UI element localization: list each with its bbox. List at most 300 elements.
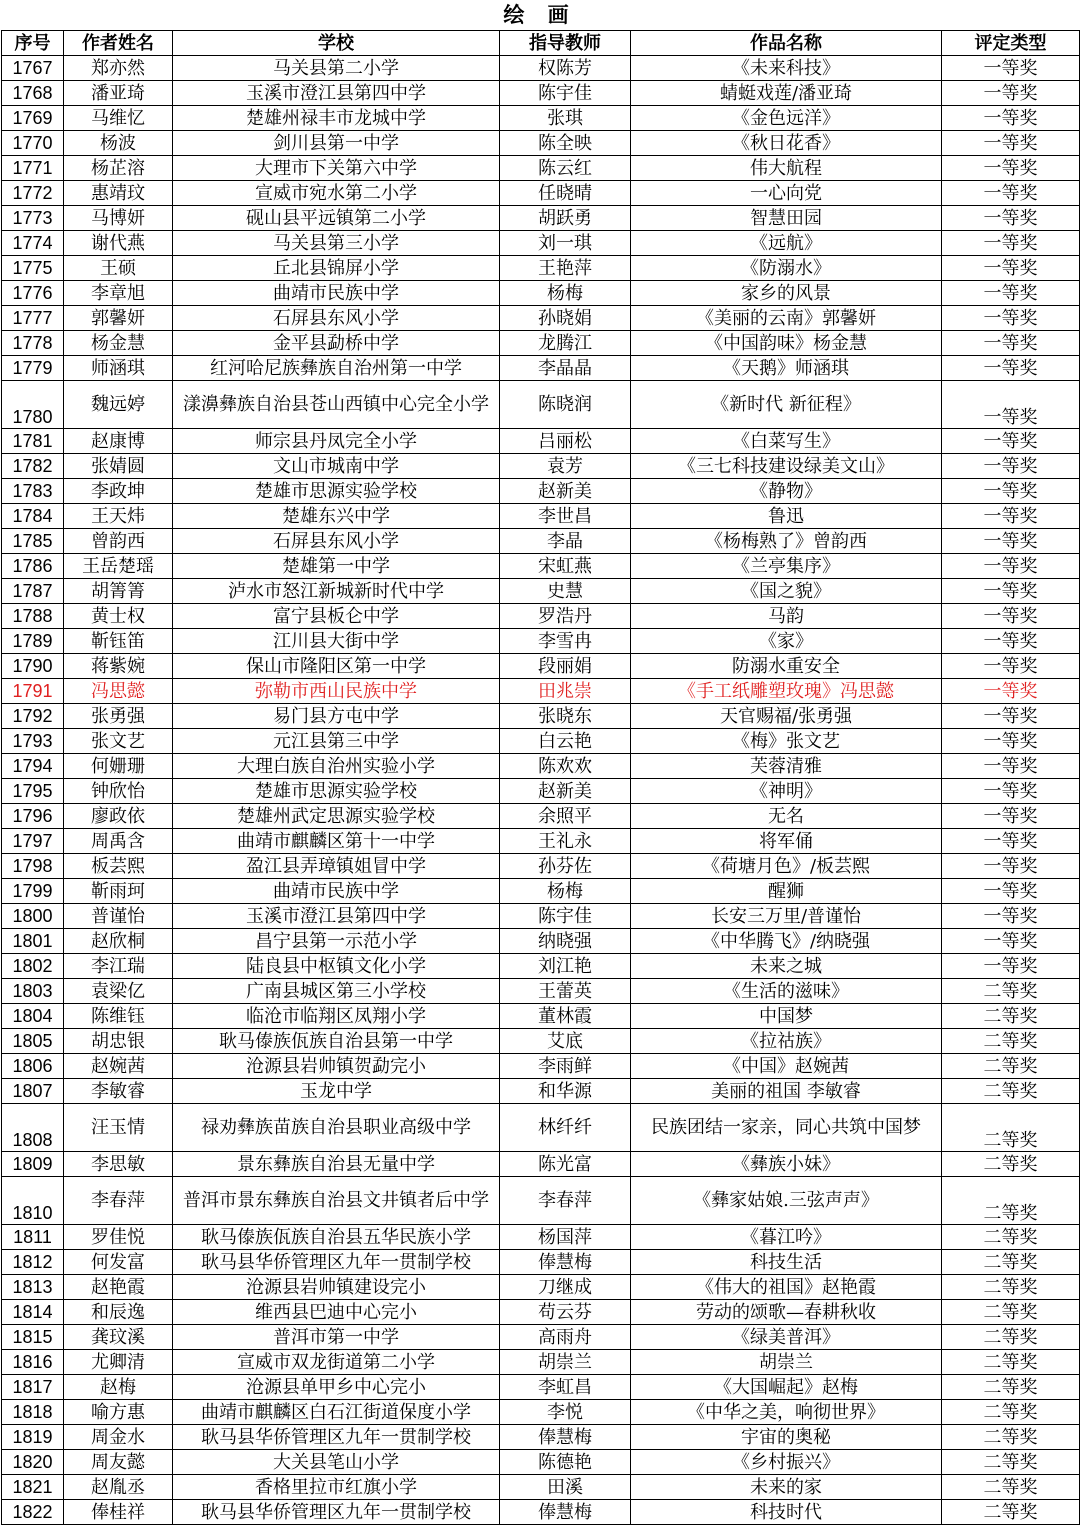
cell-award: 一等奖 xyxy=(942,604,1080,629)
cell-author: 潘亚琦 xyxy=(64,81,173,106)
cell-school: 香格里拉市红旗小学 xyxy=(173,1475,500,1500)
cell-award: 一等奖 xyxy=(942,56,1080,81)
cell-award: 一等奖 xyxy=(942,579,1080,604)
cell-award: 二等奖 xyxy=(942,1177,1080,1225)
cell-award: 一等奖 xyxy=(942,829,1080,854)
table-row xyxy=(2,804,1080,829)
cell-award: 二等奖 xyxy=(942,1029,1080,1054)
cell-author: 赵欣桐 xyxy=(64,929,173,954)
cell-teacher: 陈德艳 xyxy=(500,1450,631,1475)
cell-author: 李江瑞 xyxy=(64,954,173,979)
cell-teacher: 高雨舟 xyxy=(500,1325,631,1350)
cell-teacher: 张晓东 xyxy=(500,704,631,729)
cell-index: 1785 xyxy=(2,529,64,554)
cell-author: 张勇强 xyxy=(64,704,173,729)
cell-school: 元江县第三中学 xyxy=(173,729,500,754)
cell-teacher: 王蕾英 xyxy=(500,979,631,1004)
cell-work: 鲁迅 xyxy=(631,504,942,529)
cell-work: 未来的家 xyxy=(631,1475,942,1500)
cell-author: 赵婉茜 xyxy=(64,1054,173,1079)
cell-school: 维西县巴迪中心完小 xyxy=(173,1300,500,1325)
cell-teacher: 俸慧梅 xyxy=(500,1250,631,1275)
cell-index: 1803 xyxy=(2,979,64,1004)
cell-index: 1809 xyxy=(2,1152,64,1177)
cell-school: 大关县笔山小学 xyxy=(173,1450,500,1475)
cell-work: 《大国崛起》赵梅 xyxy=(631,1375,942,1400)
cell-school: 普洱市景东彝族自治县文井镇者后中学 xyxy=(173,1177,500,1225)
cell-index: 1773 xyxy=(2,206,64,231)
cell-award: 二等奖 xyxy=(942,1500,1080,1525)
cell-work: 《彝家姑娘.三弦声声》 xyxy=(631,1177,942,1225)
cell-school: 弥勒市西山民族中学 xyxy=(173,679,500,704)
cell-school: 漾濞彝族自治县苍山西镇中心完全小学 xyxy=(173,381,500,429)
cell-index: 1807 xyxy=(2,1079,64,1104)
cell-award: 一等奖 xyxy=(942,929,1080,954)
cell-author: 廖政依 xyxy=(64,804,173,829)
table-body xyxy=(2,56,1080,1525)
cell-index: 1776 xyxy=(2,281,64,306)
cell-author: 板芸熙 xyxy=(64,854,173,879)
cell-teacher: 段丽娟 xyxy=(500,654,631,679)
cell-author: 张文艺 xyxy=(64,729,173,754)
table-row xyxy=(2,779,1080,804)
cell-award: 二等奖 xyxy=(942,1250,1080,1275)
cell-index: 1767 xyxy=(2,56,64,81)
cell-school: 临沧市临翔区凤翔小学 xyxy=(173,1004,500,1029)
cell-index: 1780 xyxy=(2,381,64,429)
cell-work: 一心向党 xyxy=(631,181,942,206)
cell-award: 一等奖 xyxy=(942,729,1080,754)
table-row xyxy=(2,256,1080,281)
cell-award: 一等奖 xyxy=(942,181,1080,206)
cell-work: 《梅》张文艺 xyxy=(631,729,942,754)
cell-index: 1777 xyxy=(2,306,64,331)
cell-teacher: 杨梅 xyxy=(500,281,631,306)
table-row xyxy=(2,306,1080,331)
cell-work: 长安三万里/普谨怡 xyxy=(631,904,942,929)
cell-award: 二等奖 xyxy=(942,1152,1080,1177)
cell-author: 普谨怡 xyxy=(64,904,173,929)
cell-school: 楚雄第一中学 xyxy=(173,554,500,579)
cell-teacher: 陈光富 xyxy=(500,1152,631,1177)
cell-school: 景东彝族自治县无量中学 xyxy=(173,1152,500,1177)
table-row xyxy=(2,106,1080,131)
table-row xyxy=(2,1450,1080,1475)
cell-teacher: 张琪 xyxy=(500,106,631,131)
cell-author: 李敏睿 xyxy=(64,1079,173,1104)
cell-index: 1787 xyxy=(2,579,64,604)
cell-school: 石屏县东风小学 xyxy=(173,529,500,554)
table-row xyxy=(2,704,1080,729)
cell-award: 一等奖 xyxy=(942,804,1080,829)
cell-teacher: 李悦 xyxy=(500,1400,631,1425)
cell-author: 罗佳悦 xyxy=(64,1225,173,1250)
cell-teacher: 陈晓润 xyxy=(500,381,631,429)
cell-award: 一等奖 xyxy=(942,156,1080,181)
table-row xyxy=(2,579,1080,604)
cell-author: 周禹含 xyxy=(64,829,173,854)
table-row xyxy=(2,206,1080,231)
cell-school: 盈江县弄璋镇姐冒中学 xyxy=(173,854,500,879)
cell-school: 普洱市第一中学 xyxy=(173,1325,500,1350)
cell-author: 李政坤 xyxy=(64,479,173,504)
cell-teacher: 艾底 xyxy=(500,1029,631,1054)
cell-index: 1796 xyxy=(2,804,64,829)
table-row xyxy=(2,1400,1080,1425)
cell-teacher: 王艳萍 xyxy=(500,256,631,281)
cell-award: 二等奖 xyxy=(942,1275,1080,1300)
table-row xyxy=(2,554,1080,579)
cell-award: 一等奖 xyxy=(942,904,1080,929)
cell-author: 俸桂祥 xyxy=(64,1500,173,1525)
cell-teacher: 吕丽松 xyxy=(500,429,631,454)
cell-school: 大理市下关第六中学 xyxy=(173,156,500,181)
cell-teacher: 陈云红 xyxy=(500,156,631,181)
table-row xyxy=(2,929,1080,954)
table-row xyxy=(2,529,1080,554)
cell-award: 一等奖 xyxy=(942,106,1080,131)
cell-school: 马关县第三小学 xyxy=(173,231,500,256)
header-work: 作品名称 xyxy=(631,31,942,56)
cell-school: 楚雄州禄丰市龙城中学 xyxy=(173,106,500,131)
cell-work: 无名 xyxy=(631,804,942,829)
cell-teacher: 袁芳 xyxy=(500,454,631,479)
cell-author: 王岳楚瑶 xyxy=(64,554,173,579)
cell-award: 一等奖 xyxy=(942,554,1080,579)
cell-school: 玉溪市澄江县第四中学 xyxy=(173,81,500,106)
table-row xyxy=(2,604,1080,629)
cell-school: 泸水市怒江新城新时代中学 xyxy=(173,579,500,604)
table-row xyxy=(2,356,1080,381)
cell-index: 1811 xyxy=(2,1225,64,1250)
cell-author: 郭馨妍 xyxy=(64,306,173,331)
cell-work: 民族团结一家亲，同心共筑中国梦 xyxy=(631,1104,942,1152)
cell-author: 谢代燕 xyxy=(64,231,173,256)
cell-author: 惠靖玟 xyxy=(64,181,173,206)
cell-index: 1806 xyxy=(2,1054,64,1079)
cell-index: 1816 xyxy=(2,1350,64,1375)
cell-award: 二等奖 xyxy=(942,1300,1080,1325)
cell-school: 保山市隆阳区第一中学 xyxy=(173,654,500,679)
cell-award: 二等奖 xyxy=(942,1375,1080,1400)
table-row xyxy=(2,1375,1080,1400)
cell-school: 耿马傣族佤族自治县第一中学 xyxy=(173,1029,500,1054)
cell-work: 中国梦 xyxy=(631,1004,942,1029)
cell-index: 1791 xyxy=(2,679,64,704)
cell-index: 1775 xyxy=(2,256,64,281)
cell-work: 宇宙的奥秘 xyxy=(631,1425,942,1450)
cell-index: 1822 xyxy=(2,1500,64,1525)
cell-index: 1788 xyxy=(2,604,64,629)
cell-author: 赵艳霞 xyxy=(64,1275,173,1300)
cell-school: 耿马县华侨管理区九年一贯制学校 xyxy=(173,1500,500,1525)
table-row xyxy=(2,879,1080,904)
cell-teacher: 宋虹燕 xyxy=(500,554,631,579)
cell-author: 靳钰笛 xyxy=(64,629,173,654)
cell-teacher: 和华源 xyxy=(500,1079,631,1104)
cell-school: 楚雄市思源实验学校 xyxy=(173,479,500,504)
cell-work: 未来之城 xyxy=(631,954,942,979)
cell-author: 曾韵西 xyxy=(64,529,173,554)
cell-teacher: 杨梅 xyxy=(500,879,631,904)
cell-work: 伟大航程 xyxy=(631,156,942,181)
cell-author: 杨波 xyxy=(64,131,173,156)
cell-award: 二等奖 xyxy=(942,1400,1080,1425)
cell-work: 《杨梅熟了》曾韵西 xyxy=(631,529,942,554)
cell-teacher: 陈全映 xyxy=(500,131,631,156)
table-row xyxy=(2,1104,1080,1152)
cell-work: 天官赐福/张勇强 xyxy=(631,704,942,729)
cell-index: 1770 xyxy=(2,131,64,156)
cell-index: 1802 xyxy=(2,954,64,979)
table-row xyxy=(2,429,1080,454)
cell-teacher: 权陈芳 xyxy=(500,56,631,81)
cell-teacher: 李世昌 xyxy=(500,504,631,529)
cell-index: 1818 xyxy=(2,1400,64,1425)
cell-work: 《美丽的云南》郭馨妍 xyxy=(631,306,942,331)
cell-index: 1800 xyxy=(2,904,64,929)
cell-award: 一等奖 xyxy=(942,231,1080,256)
cell-teacher: 任晓晴 xyxy=(500,181,631,206)
cell-school: 文山市城南中学 xyxy=(173,454,500,479)
cell-school: 宣威市宛水第二小学 xyxy=(173,181,500,206)
cell-teacher: 陈欢欢 xyxy=(500,754,631,779)
cell-school: 曲靖市麒麟区白石江街道保度小学 xyxy=(173,1400,500,1425)
cell-author: 陈维钰 xyxy=(64,1004,173,1029)
cell-index: 1792 xyxy=(2,704,64,729)
table-row xyxy=(2,331,1080,356)
cell-index: 1795 xyxy=(2,779,64,804)
cell-school: 玉溪市澄江县第四中学 xyxy=(173,904,500,929)
cell-index: 1804 xyxy=(2,1004,64,1029)
cell-school: 广南县城区第三小学校 xyxy=(173,979,500,1004)
cell-index: 1810 xyxy=(2,1177,64,1225)
table-row xyxy=(2,1500,1080,1525)
cell-author: 魏远婷 xyxy=(64,381,173,429)
cell-school: 耿马县华侨管理区九年一贯制学校 xyxy=(173,1250,500,1275)
cell-award: 二等奖 xyxy=(942,1104,1080,1152)
cell-work: 《拉祜族》 xyxy=(631,1029,942,1054)
cell-teacher: 龙腾江 xyxy=(500,331,631,356)
cell-award: 一等奖 xyxy=(942,779,1080,804)
table-row xyxy=(2,1300,1080,1325)
header-award: 评定类型 xyxy=(942,31,1080,56)
cell-work: 劳动的颂歌—春耕秋收 xyxy=(631,1300,942,1325)
cell-teacher: 李虹昌 xyxy=(500,1375,631,1400)
cell-work: 将军俑 xyxy=(631,829,942,854)
table-row xyxy=(2,1425,1080,1450)
cell-index: 1794 xyxy=(2,754,64,779)
cell-teacher: 胡跃勇 xyxy=(500,206,631,231)
cell-author: 李思敏 xyxy=(64,1152,173,1177)
cell-index: 1768 xyxy=(2,81,64,106)
cell-award: 二等奖 xyxy=(942,1325,1080,1350)
cell-teacher: 杨国萍 xyxy=(500,1225,631,1250)
table-row xyxy=(2,156,1080,181)
cell-school: 石屏县东风小学 xyxy=(173,306,500,331)
cell-award: 一等奖 xyxy=(942,679,1080,704)
cell-work: 《手工纸雕塑玫瑰》冯思懿 xyxy=(631,679,942,704)
header-author: 作者姓名 xyxy=(64,31,173,56)
cell-work: 胡崇兰 xyxy=(631,1350,942,1375)
cell-index: 1814 xyxy=(2,1300,64,1325)
cell-teacher: 刀继成 xyxy=(500,1275,631,1300)
cell-school: 江川县大街中学 xyxy=(173,629,500,654)
cell-school: 富宁县板仑中学 xyxy=(173,604,500,629)
cell-teacher: 李晶晶 xyxy=(500,356,631,381)
cell-award: 一等奖 xyxy=(942,331,1080,356)
cell-teacher: 田兆崇 xyxy=(500,679,631,704)
cell-author: 马维忆 xyxy=(64,106,173,131)
table-row xyxy=(2,1054,1080,1079)
cell-school: 沧源县单甲乡中心完小 xyxy=(173,1375,500,1400)
table-row xyxy=(2,81,1080,106)
cell-work: 《中华腾飞》/纳晓强 xyxy=(631,929,942,954)
cell-award: 一等奖 xyxy=(942,629,1080,654)
cell-index: 1805 xyxy=(2,1029,64,1054)
cell-award: 一等奖 xyxy=(942,504,1080,529)
table-row xyxy=(2,1225,1080,1250)
cell-award: 一等奖 xyxy=(942,306,1080,331)
table-row xyxy=(2,1350,1080,1375)
cell-index: 1786 xyxy=(2,554,64,579)
cell-work: 《荷塘月色》/板芸熙 xyxy=(631,854,942,879)
cell-school: 曲靖市麒麟区第十一中学 xyxy=(173,829,500,854)
cell-school: 楚雄市思源实验学校 xyxy=(173,779,500,804)
cell-author: 蒋紫婉 xyxy=(64,654,173,679)
cell-author: 靳雨珂 xyxy=(64,879,173,904)
cell-award: 一等奖 xyxy=(942,356,1080,381)
table-row xyxy=(2,854,1080,879)
cell-author: 李春萍 xyxy=(64,1177,173,1225)
cell-author: 王硕 xyxy=(64,256,173,281)
cell-work: 《中国》赵婉茜 xyxy=(631,1054,942,1079)
cell-index: 1801 xyxy=(2,929,64,954)
cell-author: 胡箐箐 xyxy=(64,579,173,604)
table-row xyxy=(2,979,1080,1004)
cell-teacher: 林纤纤 xyxy=(500,1104,631,1152)
cell-work: 《金色远洋》 xyxy=(631,106,942,131)
cell-work: 《静物》 xyxy=(631,479,942,504)
table-row xyxy=(2,754,1080,779)
cell-teacher: 董林霞 xyxy=(500,1004,631,1029)
cell-award: 一等奖 xyxy=(942,954,1080,979)
cell-work: 《兰亭集序》 xyxy=(631,554,942,579)
table-row xyxy=(2,1079,1080,1104)
cell-index: 1817 xyxy=(2,1375,64,1400)
table-row xyxy=(2,904,1080,929)
cell-work: 《中国韵味》杨金慧 xyxy=(631,331,942,356)
cell-index: 1778 xyxy=(2,331,64,356)
cell-teacher: 刘一琪 xyxy=(500,231,631,256)
cell-award: 一等奖 xyxy=(942,754,1080,779)
cell-work: 《暮江吟》 xyxy=(631,1225,942,1250)
cell-work: 芙蓉清雅 xyxy=(631,754,942,779)
cell-award: 二等奖 xyxy=(942,1350,1080,1375)
table-row xyxy=(2,281,1080,306)
cell-author: 赵康博 xyxy=(64,429,173,454)
cell-teacher: 纳晓强 xyxy=(500,929,631,954)
cell-author: 赵梅 xyxy=(64,1375,173,1400)
cell-teacher: 李春萍 xyxy=(500,1177,631,1225)
cell-author: 钟欣怡 xyxy=(64,779,173,804)
cell-teacher: 俸慧梅 xyxy=(500,1500,631,1525)
cell-teacher: 罗浩丹 xyxy=(500,604,631,629)
cell-work: 《未来科技》 xyxy=(631,56,942,81)
cell-award: 一等奖 xyxy=(942,454,1080,479)
cell-author: 喻方惠 xyxy=(64,1400,173,1425)
cell-work: 《秋日花香》 xyxy=(631,131,942,156)
cell-teacher: 李雨鲜 xyxy=(500,1054,631,1079)
cell-award: 二等奖 xyxy=(942,1450,1080,1475)
cell-award: 二等奖 xyxy=(942,1004,1080,1029)
cell-work: 《乡村振兴》 xyxy=(631,1450,942,1475)
cell-teacher: 李晶 xyxy=(500,529,631,554)
cell-award: 一等奖 xyxy=(942,256,1080,281)
cell-award: 一等奖 xyxy=(942,879,1080,904)
table-row xyxy=(2,504,1080,529)
cell-award: 二等奖 xyxy=(942,1079,1080,1104)
cell-index: 1821 xyxy=(2,1475,64,1500)
cell-teacher: 白云艳 xyxy=(500,729,631,754)
cell-school: 宣威市双龙街道第二小学 xyxy=(173,1350,500,1375)
table-row xyxy=(2,231,1080,256)
cell-work: 《生活的滋味》 xyxy=(631,979,942,1004)
cell-index: 1782 xyxy=(2,454,64,479)
cell-school: 曲靖市民族中学 xyxy=(173,879,500,904)
cell-work: 《新时代 新征程》 xyxy=(631,381,942,429)
table-row xyxy=(2,381,1080,429)
cell-school: 红河哈尼族彝族自治州第一中学 xyxy=(173,356,500,381)
cell-index: 1820 xyxy=(2,1450,64,1475)
cell-index: 1812 xyxy=(2,1250,64,1275)
cell-work: 醒狮 xyxy=(631,879,942,904)
cell-author: 李章旭 xyxy=(64,281,173,306)
cell-work: 防溺水重安全 xyxy=(631,654,942,679)
cell-work: 智慧田园 xyxy=(631,206,942,231)
cell-author: 和辰逸 xyxy=(64,1300,173,1325)
cell-award: 二等奖 xyxy=(942,1225,1080,1250)
cell-work: 《远航》 xyxy=(631,231,942,256)
cell-school: 陆良县中枢镇文化小学 xyxy=(173,954,500,979)
cell-index: 1813 xyxy=(2,1275,64,1300)
cell-teacher: 史慧 xyxy=(500,579,631,604)
cell-teacher: 孙晓娟 xyxy=(500,306,631,331)
table-row xyxy=(2,181,1080,206)
cell-index: 1808 xyxy=(2,1104,64,1152)
cell-school: 剑川县第一中学 xyxy=(173,131,500,156)
table-row xyxy=(2,654,1080,679)
header-index: 序号 xyxy=(2,31,64,56)
cell-work: 《家》 xyxy=(631,629,942,654)
cell-award: 一等奖 xyxy=(942,281,1080,306)
cell-teacher: 赵新美 xyxy=(500,779,631,804)
cell-index: 1771 xyxy=(2,156,64,181)
cell-teacher: 刘江艳 xyxy=(500,954,631,979)
cell-work: 《三七科技建设绿美文山》 xyxy=(631,454,942,479)
cell-award: 一等奖 xyxy=(942,381,1080,429)
cell-author: 何姗珊 xyxy=(64,754,173,779)
cell-school: 沧源县岩帅镇建设完小 xyxy=(173,1275,500,1300)
cell-index: 1819 xyxy=(2,1425,64,1450)
cell-author: 黄士权 xyxy=(64,604,173,629)
cell-award: 一等奖 xyxy=(942,529,1080,554)
cell-work: 蜻蜓戏莲/潘亚琦 xyxy=(631,81,942,106)
cell-author: 杨芷溶 xyxy=(64,156,173,181)
cell-author: 汪玉情 xyxy=(64,1104,173,1152)
cell-author: 龚玟溪 xyxy=(64,1325,173,1350)
table-row xyxy=(2,1004,1080,1029)
